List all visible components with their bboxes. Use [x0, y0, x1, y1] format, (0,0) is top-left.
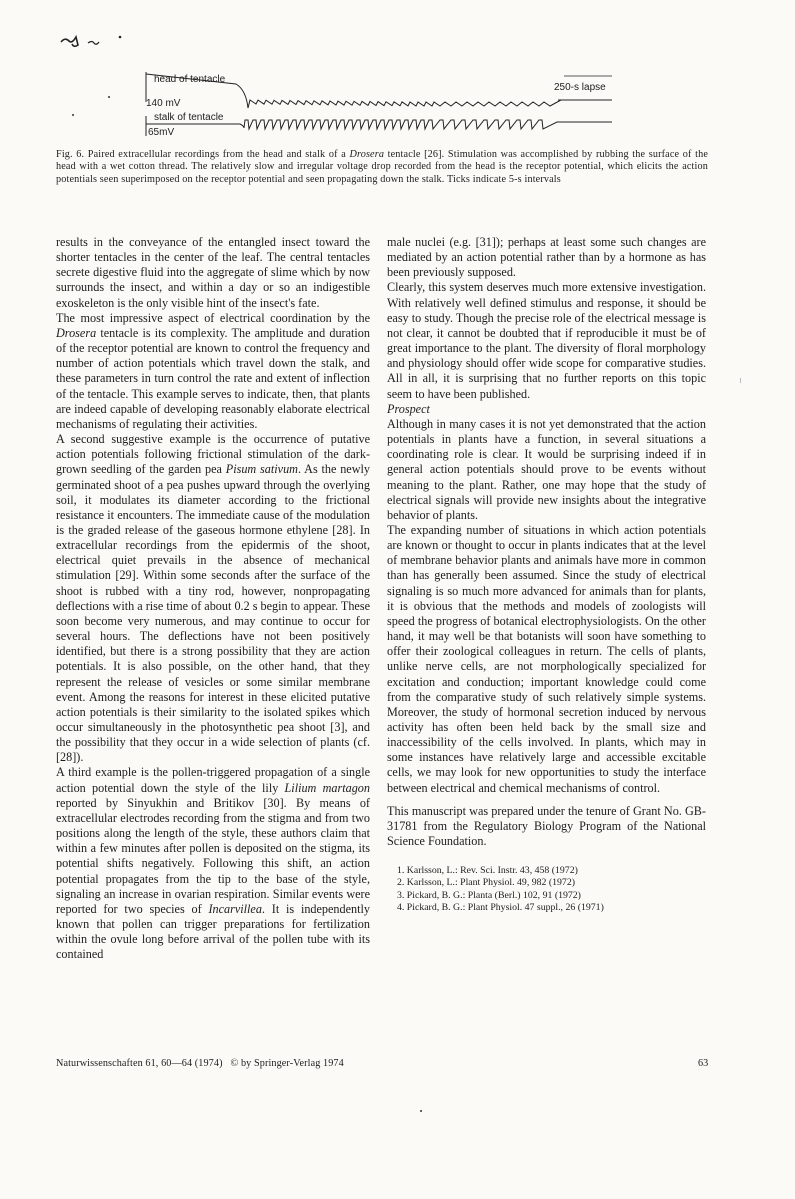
paragraph: Although in many cases it is not yet demonstrated that the action potentials in plants have a function, in several situations a coordinating role is clear. It would be surprising indeed if in general action potentials should prove to be events without meaning to the plant. Rather, one may hope that the study of electrical signals will provide new insights about the integrative behavior of plants.: [387, 416, 706, 522]
reference-list: [387, 865, 706, 914]
paragraph: A third example is the pollen-triggered propagation of a single action potential down the style of the lily Lilium martagon reported by Sinyukhin and Britikov [30]. By means of extracellular electrodes recording from the stigma and from two positions along the length of the style, these authors claim that within a few minutes after pollen is deposited on the stigma, its potential shifts negatively. Following this shift, an action potential propagates from the tip to the base of the style, signaling an increase in ovarian respiration. Similar events were reported for two species of Incarvillea. It is independently known that pollen can trigger preparations for fertilization within the ovule long before arrival of the pollen tube with its contained: [56, 765, 370, 962]
figure-caption: [56, 149, 708, 186]
journal-citation: Naturwissenschaften 61, 60—64 (1974) © by Springer-Verlag 1974: [56, 1058, 344, 1069]
page-number: 63: [698, 1058, 709, 1069]
time-lapse-label: 250-s lapse: [554, 82, 606, 93]
handwritten-mark: [58, 28, 138, 50]
paragraph: Clearly, this system deserves much more extensive investigation. With relatively well defined stimulus and response, it should be easy to study. Though the precise role of the electrical message is not clear, it cannot be doubted that if reproducible it must be of great importance to the plant. The diversity of floral morphology and physiology should offer wide scope for comparative studies. All in all, it is surprising that no further reports on this topic seem to have been published.: [387, 280, 706, 401]
left-column: [56, 235, 370, 963]
acknowledgment: This manuscript was prepared under the tenure of Grant No. GB-31781 from the Regulatory Biology Program of the National Science Foundation.: [387, 803, 706, 849]
section-heading: Prospect: [387, 401, 430, 416]
reference-item: 3. Pickard, B. G.: Planta (Berl.) 102, 91 (1972): [397, 889, 581, 901]
speck: [108, 96, 110, 98]
paragraph: A second suggestive example is the occurrence of putative action potentials following frictional stimulation of the dark-grown seedling of the garden pea Pisum sativum. As the newly germinated shoot of a pea pushes upward through the overlying soil, it modulates its diameter according to the frictional resistance it encounters. The immediate cause of the modulation is the graded release of the gaseous hormone ethylene [28]. In extracellular recordings from the epidermis of the shoot, electrical quiet prevails in the absence of mechanical stimulation [29]. Within some seconds after the surface of the shoot is rubbed with a tiny rod, however, nonpropagating deflections with a rise time of about 0.2 s begin to appear. These soon become very numerous, and may continue to occur for several hours. The deflections have not been positively identified, but there is a strong possibility that they are action potentials. It is also possible, on the other hand, that they represent the release of vesicles or some similar membrane event. Among the reasons for interest in these elicited putative action potentials is their similarity to the isolated spikes which occur simultaneously in the photosynthetic pea shoot [3], and the possibility that they occur in a wide selection of plants (cf. [28]).: [56, 432, 371, 765]
reference-item: 2. Karlsson, L.: Plant Physiol. 49, 982 (1972): [397, 877, 575, 889]
head-tentacle-label: head of tentacle: [154, 74, 226, 85]
head-scale-label: 140 mV: [146, 98, 181, 109]
stalk-tentacle-label: stalk of tentacle: [154, 112, 224, 123]
reference-item: 1. Karlsson, L.: Rev. Sci. Instr. 43, 458 (1972): [397, 865, 578, 877]
margin-mark: [740, 378, 741, 383]
reference-item: 4. Pickard, B. G.: Plant Physiol. 47 suppl., 26 (1971): [397, 901, 604, 913]
right-column: [387, 235, 706, 914]
caption-text: Fig. 6. Paired extracellular recordings from the head and stalk of a Drosera tentacle [26]. Stimulation was accomplished by rubbing the surface of the head with a wet cotton thread. The relatively slow and irregular voltage drop recorded from the head is the receptor potential, which elicits the action potentials seen superimposed on the receptor potential and seen propagating down the stalk. Ticks indicate 5-s intervals: [56, 149, 708, 185]
paragraph: The most impressive aspect of electrical coordination by the Drosera tentacle is its complexity. The amplitude and duration of the receptor potential are known to control the frequency and number of action potentials which travel down the stalk, and these parameters in turn control the rate and extent of inflection of the tentacle. This example serves to indicate, then, that plants are indeed capable of developing reasonably elaborate electrical mechanisms of regulating their activities.: [56, 310, 370, 431]
paragraph: results in the conveyance of the entangled insect toward the shorter tentacles in the center of the leaf. The central tentacles secrete digestive fluid into the aggregate of slime which by now surrounds the insect, and within a day or so an indigestible exoskeleton is the only visible hint of the insect's fate.: [56, 235, 370, 310]
speck: [72, 114, 74, 116]
paragraph: The expanding number of situations in which action potentials are known or thought to occur in plants indicates that at the level of membrane behavior plants and animals have more in common than has generally been assumed. Since the study of electrical signaling is so much more advanced for animals than for plants, it is obvious that the methods and models of zoologists will speed the progress of botanical electrophysiologists. On the other hand, it may well be that botanists will soon have something to offer their zoological colleagues in return. The cells of plants, unlike nerve cells, are not morphologically specialized for excitation and conduction; important knowledge could come from the comparative study of such relatively simple systems. Moreover, the study of hormonal secretion induced by nervous activity has often been held back by the small size and inaccessibility of the cells involved. In plants, which may in some instances have relatively large and accessible excitable cells, we may look for new opportunities to study the interface between electrical and chemical mechanisms of control.: [387, 522, 706, 795]
paragraph: male nuclei (e.g. [31]); perhaps at least some such changes are mediated by an action potential rather than by a hormone as has been previously supposed.: [387, 235, 706, 280]
recording-figure: [140, 66, 620, 142]
speck: [420, 1110, 422, 1112]
stalk-scale-label: 65mV: [148, 127, 175, 138]
